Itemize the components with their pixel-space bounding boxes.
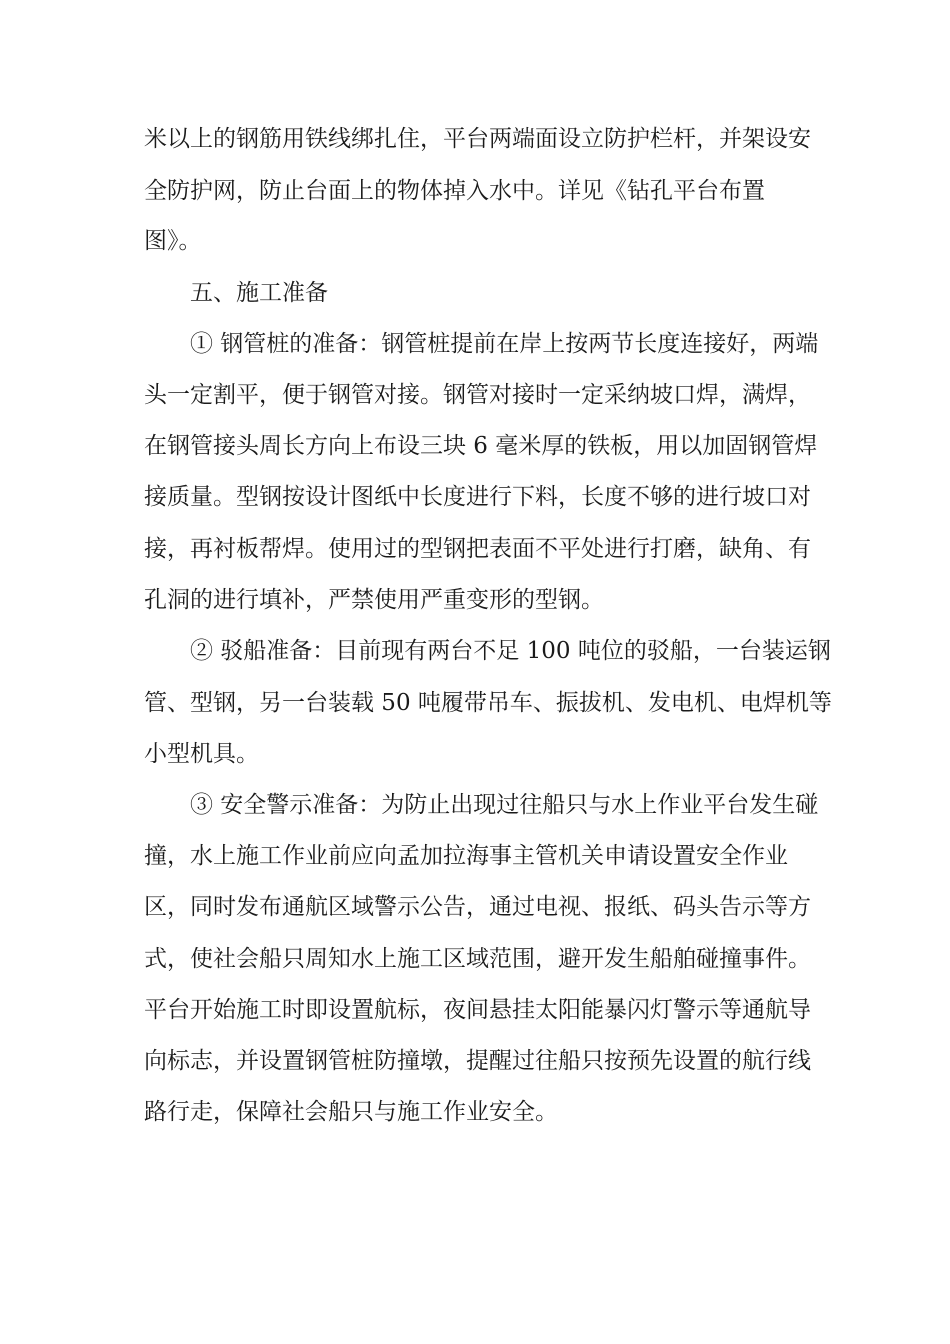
text-line: 式，使社会船只周知水上施工区域范围，避开发生船舶碰撞事件。 <box>144 946 811 972</box>
text-line: 孔洞的进行填补，严禁使用严重变形的型钢。 <box>144 587 604 613</box>
text-line: 路行走，保障社会船只与施工作业安全。 <box>144 1099 558 1125</box>
text-line: ③ 安全警示准备：为防止出现过往船只与水上作业平台发生碰 <box>190 792 819 818</box>
text-line: 全防护网，防止台面上的物体掉入水中。详见《钻孔平台布置 <box>144 178 765 204</box>
text-line: 在钢管接头周长方向上布设三块 6 毫米厚的铁板，用以加固钢管焊 <box>144 433 818 459</box>
text-line: 小型机具。 <box>144 741 259 767</box>
text-line: 头一定割平，便于钢管对接。钢管对接时一定采纳坡口焊，满焊， <box>144 382 811 408</box>
text-line: 接质量。型钢按设计图纸中长度进行下料，长度不够的进行坡口对 <box>144 484 811 510</box>
text-line: 米以上的钢筋用铁线绑扎住，平台两端面设立防护栏杆，并架设安 <box>144 126 811 152</box>
text-line: ① 钢管桩的准备：钢管桩提前在岸上按两节长度连接好，两端 <box>190 331 819 357</box>
text-line: 接，再衬板帮焊。使用过的型钢把表面不平处进行打磨，缺角、有 <box>144 536 811 562</box>
text-line: 撞，水上施工作业前应向孟加拉海事主管机关申请设置安全作业 <box>144 843 788 869</box>
text-line: ② 驳船准备：目前现有两台不足 100 吨位的驳船，一台装运钢 <box>190 638 831 664</box>
text-line: 图》。 <box>144 228 202 254</box>
text-line: 平台开始施工时即设置航标，夜间悬挂太阳能暴闪灯警示等通航导 <box>144 997 811 1023</box>
text-line: 区，同时发布通航区域警示公告，通过电视、报纸、码头告示等方 <box>144 894 811 920</box>
text-line: 管、型钢，另一台装载 50 吨履带吊车、振拔机、发电机、电焊机等 <box>144 690 832 716</box>
text-line: 向标志，并设置钢管桩防撞墩，提醒过往船只按预先设置的航行线 <box>144 1048 811 1074</box>
section-heading: 五、施工准备 <box>190 280 328 306</box>
